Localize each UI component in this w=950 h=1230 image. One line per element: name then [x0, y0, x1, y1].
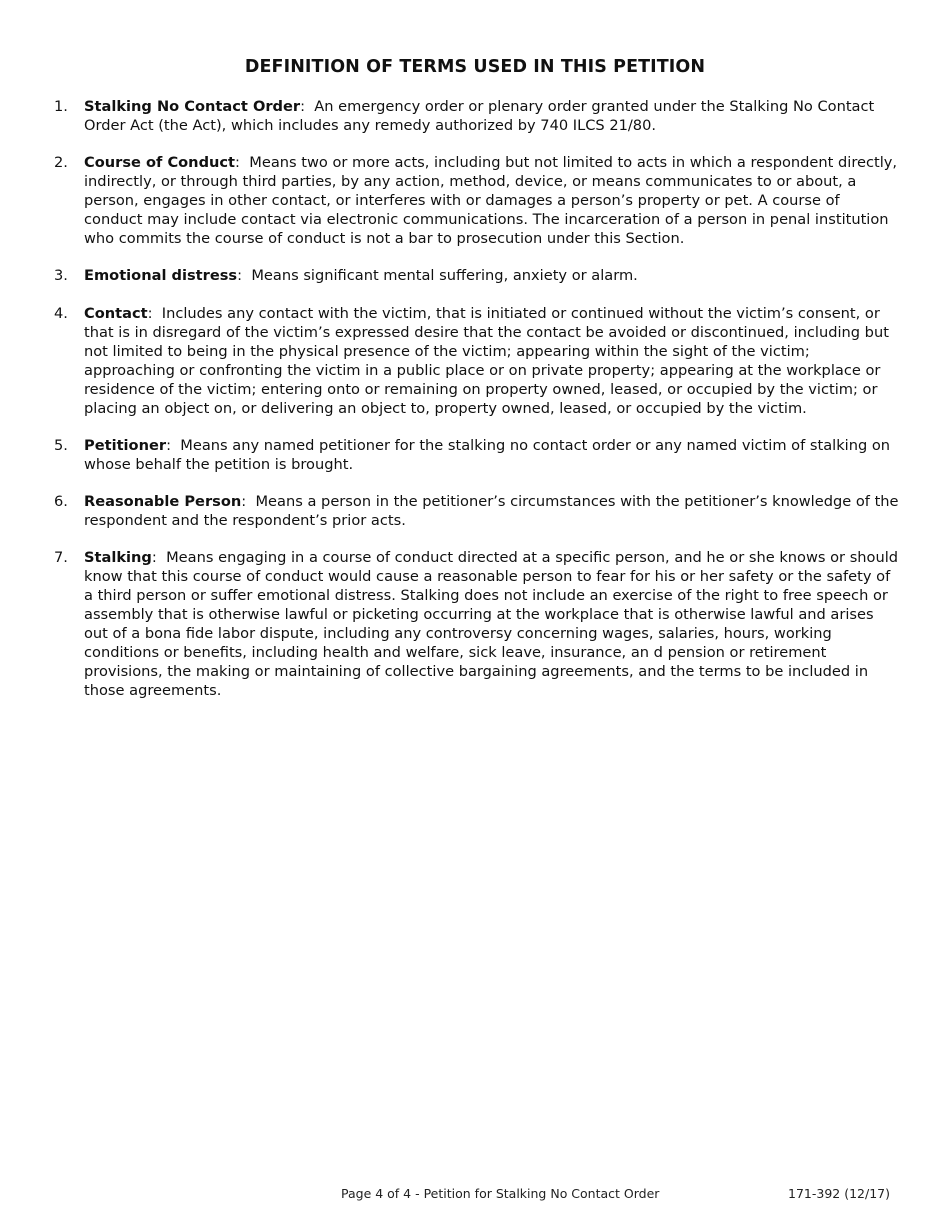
term-separator: :: [241, 492, 247, 510]
term-item-contact: [54, 304, 899, 418]
term-definition: Means two or more acts, including but not limited to acts in which a respondent directly, indirectly, or through third parties, by any action, method, device, or means communicates to or about, a person, engages in other contact, or interferes with or damages a person’s property or pet. A course of conduct may include contact via electronic communications. The incarceration of a person in penal institution who commits the course of conduct is not a bar to prosecution under this Section.: [84, 154, 898, 248]
term-number: 7.: [54, 549, 68, 567]
term-item-petitioner: [54, 436, 899, 474]
term-separator: :: [151, 549, 157, 567]
term-definition: Means engaging in a course of conduct directed at a specific person, and he or she knows or should know that this course of conduct would cause a reasonable person to fear for his or her safety or the safety of a third person or suffer emotional distress. Stalking does not include an exercise of the right to free speech or assembly that is otherwise lawful or picketing occurring at the workplace that is otherwise lawful and arises out of a bona fide labor dispute, including any controversy concerning wages, salaries, hours, working conditions or benefits, including health and welfare, sick leave, insurance, an d pension or retirement provisions, the making or maintaining of collective bargaining agreements, and the terms to be included in those agreements.: [84, 549, 899, 700]
term-item-reasonable-person: [54, 492, 899, 530]
term-separator: :: [300, 98, 306, 115]
footer-form-number: 171-392 (12/17): [788, 1186, 890, 1201]
term-body: [84, 492, 899, 530]
term-separator: :: [237, 267, 243, 285]
terms-list: [54, 97, 899, 718]
term-definition: Means a person in the petitioner’s circumstances with the petitioner’s knowledge of the respondent and the respondent’s prior acts.: [84, 492, 899, 529]
term-item-course-of-conduct: [54, 153, 899, 248]
term-body: [84, 97, 899, 135]
term-body: [84, 153, 899, 248]
term-number: 1.: [54, 98, 68, 115]
page-title: DEFINITION OF TERMS USED IN THIS PETITION: [244, 57, 706, 77]
footer-page-label: Page 4 of 4 - Petition for Stalking No Contact Order: [341, 1186, 660, 1201]
term-separator: :: [166, 436, 171, 454]
term-name: Course of Conduct: [84, 154, 236, 172]
term-definition: An emergency order or plenary order granted under the Stalking No Contact Order Act (the Act), which includes any remedy authorized by 740 ILCS 21/80.: [84, 98, 875, 134]
term-item-stalking-no-contact-order: [54, 97, 899, 135]
term-body: [84, 266, 899, 285]
term-name: Reasonable Person: [84, 492, 242, 510]
term-name: Stalking: [84, 549, 152, 567]
term-number: 6.: [54, 492, 68, 510]
term-separator: :: [147, 304, 153, 322]
term-name: Emotional distress: [84, 267, 238, 285]
term-name: Stalking No Contact Order: [84, 98, 301, 115]
term-item-stalking: [54, 548, 899, 700]
term-number: 3.: [54, 267, 68, 285]
term-number: 4.: [54, 304, 68, 322]
term-item-emotional-distress: [54, 266, 899, 285]
term-name: Petitioner: [84, 436, 167, 454]
term-definition: Means any named petitioner for the stalking no contact order or any named victim of stalking on whose behalf the petition is brought.: [84, 436, 891, 473]
term-definition: Means significant mental suffering, anxiety or alarm.: [251, 267, 638, 285]
term-body: [84, 548, 899, 700]
term-number: 5.: [54, 436, 68, 454]
term-number: 2.: [54, 154, 68, 172]
term-name: Contact: [84, 304, 148, 322]
term-body: [84, 436, 899, 474]
term-definition: Includes any contact with the victim, that is initiated or continued without the victim’s consent, or that is in disregard of the victim’s expressed desire that the contact be avoided or discontinued, including but not limited to being in the physical presence of the victim; appearing within the sight of the victim; approaching or confronting the victim in a public place or on private property; appearing at the workplace or residence of the victim; entering onto or remaining on property owned, leased, or occupied by the victim; or placing an object on, or delivering an object to, property owned, leased, or occupied by the victim.: [84, 304, 889, 417]
term-separator: :: [235, 154, 240, 172]
term-body: [84, 304, 899, 418]
